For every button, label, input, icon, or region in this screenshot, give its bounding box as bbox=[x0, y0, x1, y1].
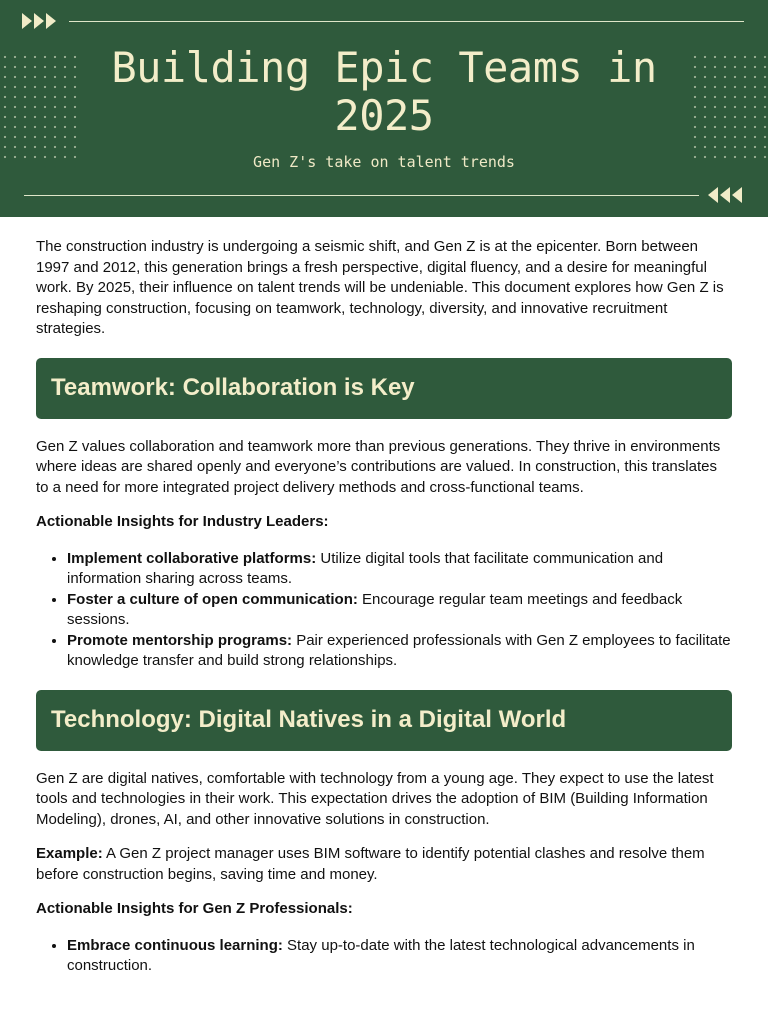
example-label: Example: bbox=[36, 845, 103, 862]
list-item bbox=[67, 590, 732, 631]
list-item-text: Stay up-to-date with the latest technological advancements in construction. bbox=[67, 936, 695, 974]
list-item bbox=[67, 936, 732, 977]
example-text: A Gen Z project manager uses BIM software to identify potential clashes and resolve them before construction begins, saving time and money. bbox=[36, 845, 705, 883]
list-item bbox=[67, 549, 732, 590]
intro-paragraph: The construction industry is undergoing a seismic shift, and Gen Z is at the epicenter. Born between 1997 and 2012, this generation brings a fresh perspective, digital fluency, and a desire for meaningful work. By 2025, their influence on talent trends will be undeniable. This document explores how Gen Z is reshaping construction, focusing on teamwork, technology, diversity, and innovative recruitment strategies. bbox=[36, 238, 724, 337]
technology-paragraph: Gen Z are digital natives, comfortable with technology from a young age. They expect to use the latest tools and technologies in their work. This expectation drives the adoption of BIM (Building Information Modeling), drones, AI, and other innovative solutions in construction. bbox=[36, 769, 714, 828]
teamwork-paragraph: Gen Z values collaboration and teamwork more than previous generations. They thrive in environments where ideas are shared openly and everyone’s contributions are valued. In construction, this translates to a need for more integrated project delivery methods and cross-functional teams. bbox=[36, 437, 721, 496]
list-item-title: Embrace continuous learning: bbox=[67, 936, 283, 954]
technology-heading: Technology: Digital Natives in a Digital World bbox=[51, 706, 567, 733]
triple-arrow-left-icon bbox=[708, 187, 742, 203]
technology-insights-label: Actionable Insights for Gen Z Professionals: bbox=[36, 900, 353, 917]
technology-insights-list bbox=[36, 936, 732, 977]
header-top-rule bbox=[69, 21, 744, 22]
section-heading-technology bbox=[36, 690, 732, 751]
list-item-title: Foster a culture of open communication: bbox=[67, 590, 358, 608]
page-header bbox=[0, 0, 768, 217]
teamwork-insights-list bbox=[36, 549, 732, 672]
header-bottom-rule bbox=[24, 195, 699, 196]
title-line-1: Building Epic Teams in bbox=[111, 43, 657, 92]
triple-arrow-right-icon bbox=[22, 13, 56, 29]
technology-example bbox=[36, 844, 732, 885]
list-item-text: Utilize digital tools that facilitate communication and information sharing across teams. bbox=[67, 549, 664, 587]
list-item-text: Encourage regular team meetings and feedback sessions. bbox=[67, 590, 683, 628]
teamwork-heading: Teamwork: Collaboration is Key bbox=[51, 374, 415, 401]
teamwork-insights-label: Actionable Insights for Industry Leaders: bbox=[36, 513, 329, 530]
list-item-text: Pair experienced professionals with Gen Z employees to facilitate knowledge transfer and build strong relationships. bbox=[67, 631, 731, 669]
list-item-title: Promote mentorship programs: bbox=[67, 631, 293, 649]
title-line-2: 2025 bbox=[334, 91, 434, 140]
list-item-title: Implement collaborative platforms: bbox=[67, 549, 317, 567]
page-title bbox=[0, 44, 768, 140]
section-heading-teamwork bbox=[36, 358, 732, 419]
page-subtitle: Gen Z's take on talent trends bbox=[253, 153, 515, 171]
document-body bbox=[0, 217, 768, 977]
list-item bbox=[67, 631, 732, 672]
